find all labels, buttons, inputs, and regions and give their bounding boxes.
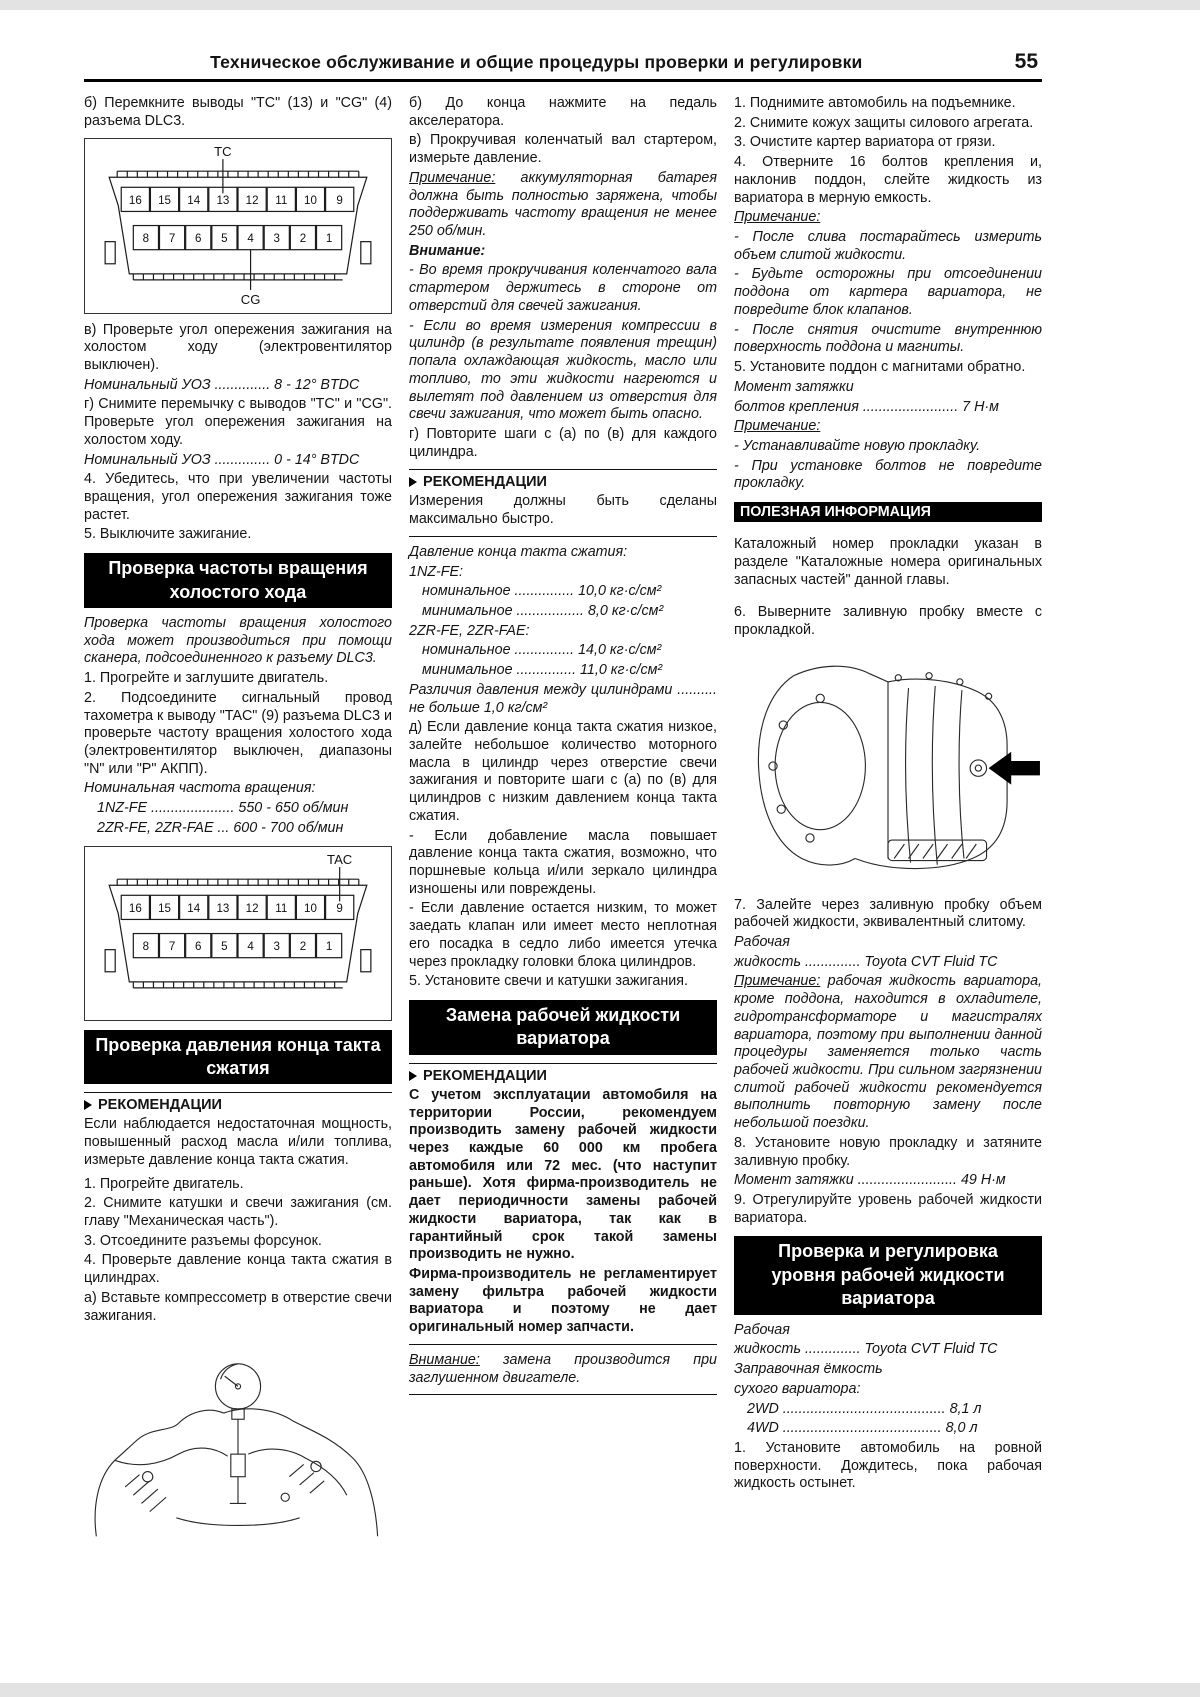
paragraph: 5. Выключите зажигание. bbox=[84, 526, 252, 543]
note-paragraph: Заправочная ёмкость bbox=[734, 1361, 883, 1378]
note-lead: Примечание: bbox=[734, 418, 821, 435]
connector-pin-number: 16 bbox=[128, 195, 142, 208]
connector-pin-label-top: TAC bbox=[327, 851, 353, 867]
connector-pin-number: 2 bbox=[299, 940, 307, 953]
paragraph: б) Перемкните выводы "TC" (13) и "CG" (4) разъема DLC3. bbox=[84, 95, 392, 129]
paragraph: 3. Отсоедините разъемы форсунок. bbox=[84, 1232, 322, 1249]
note-text: аккумуляторная батарея должна быть полностью заряжена, чтобы поддерживать частоту вращения не менее 250 об/мин. bbox=[409, 169, 717, 240]
connector-pin-number: 5 bbox=[221, 233, 228, 246]
note-paragraph: Рабочая bbox=[734, 1321, 790, 1338]
column-right bbox=[734, 95, 1042, 1552]
note-paragraph: сухого вариатора: bbox=[734, 1380, 861, 1397]
fill-plug-arrow-icon bbox=[989, 752, 1040, 785]
connector-pin-number: 4 bbox=[247, 233, 254, 246]
connector-pin-number: 16 bbox=[128, 902, 142, 915]
connector-pin-number: 15 bbox=[158, 195, 171, 208]
note-heading bbox=[734, 209, 1042, 227]
warning-label: Внимание: bbox=[409, 242, 486, 259]
recommendations-label: РЕКОМЕНДАЦИИ bbox=[423, 474, 547, 491]
recommendations-header bbox=[84, 1092, 392, 1113]
note-paragraph: - После снятия очистите внутреннюю поверхность поддона и магниты. bbox=[734, 321, 1042, 356]
note-paragraph: Рабочая bbox=[734, 933, 790, 950]
connector-pin-number: 11 bbox=[275, 902, 288, 915]
note-paragraph: - Если во время измерения компрессии в цилиндр (в результате появления трещин) попала охлаждающая жидкость, масло или топливо, то эти жидкости нагреются и вылетят под давлением из отверстия для свечи зажигания, что может быть опасно. bbox=[409, 317, 717, 423]
connector-pin-number: 13 bbox=[216, 902, 230, 915]
paragraph: 9. Отрегулируйте уровень рабочей жидкости вариатора. bbox=[734, 1192, 1042, 1226]
connector-pin-number: 9 bbox=[336, 902, 343, 915]
connector-pin-number: 10 bbox=[304, 195, 317, 208]
connector-pin-number: 13 bbox=[216, 195, 230, 208]
paragraph: 5. Установите поддон с магнитами обратно. bbox=[734, 359, 1026, 376]
paragraph-bold: С учетом эксплуатации автомобиля на территории России, рекомендуем производить замену рабочей жидкости через каждые 60 000 км пробега автомобиля или 72 мес. (что наступит раньше). Хотя фирма-производитель не дает периодичности замены рабочей жидкости вариатора, так как в гарантийный срок такой замены производить не нужно. bbox=[409, 1086, 717, 1263]
note bbox=[409, 1352, 717, 1387]
page-number: 55 bbox=[1014, 50, 1038, 73]
paragraph: 1. Прогрейте и заглушите двигатель. bbox=[84, 670, 329, 687]
recommendations-header bbox=[409, 1063, 717, 1084]
paragraph: 4. Отверните 16 болтов крепления и, наклонив поддон, слейте жидкость из вариатора в мерную емкость. bbox=[734, 154, 1042, 206]
connector-pin-number: 12 bbox=[245, 902, 259, 915]
note bbox=[409, 170, 717, 241]
connector-pin-number: 1 bbox=[325, 940, 333, 953]
spec-line: жидкость .............. Toyota CVT Fluid TC bbox=[734, 1341, 998, 1358]
recommendations-label: РЕКОМЕНДАЦИИ bbox=[98, 1097, 222, 1114]
useful-info-text: Каталожный номер прокладки указан в разделе "Каталожные номера оригинальных запасных частей" данной главы. bbox=[734, 536, 1042, 588]
note-paragraph: - Устанавливайте новую прокладку. bbox=[734, 437, 981, 454]
note-paragraph: - Во время прокручивания коленчатого вала стартером держитесь в стороне от отверстий для свечей зажигания. bbox=[409, 262, 717, 314]
recommendations-icon bbox=[84, 1100, 92, 1110]
connector-pin-label-top: TC bbox=[214, 144, 232, 160]
content-columns bbox=[84, 95, 1042, 1552]
section-heading: Проверка давления конца такта сжатия bbox=[84, 1030, 392, 1085]
paragraph: д) Если давление конца такта сжатия низкое, залейте небольшое количество моторного масла в цилиндр через отверстие свечи зажигания и повторите шаги с (а) по (в) для цилиндров с низким давлением конца такта сжатия. bbox=[409, 719, 717, 824]
recommendations-header bbox=[409, 469, 717, 490]
paragraph: 2. Снимите кожух защиты силового агрегата. bbox=[734, 114, 1034, 131]
recommendations-icon bbox=[409, 477, 417, 487]
paragraph: а) Вставьте компрессометр в отверстие свечи зажигания. bbox=[84, 1289, 392, 1324]
note-lead: Примечание: bbox=[409, 169, 496, 186]
connector-pin-number: 8 bbox=[142, 233, 150, 246]
paragraph: 1. Поднимите автомобиль на подъемнике. bbox=[734, 95, 1016, 111]
note-paragraph: Момент затяжки bbox=[734, 378, 854, 395]
paragraph: 1. Установите автомобиль на ровной поверхности. Дождитесь, пока рабочая жидкость остынет. bbox=[734, 1439, 1042, 1492]
paragraph: 6. Выверните заливную пробку вместе с прокладкой. bbox=[734, 603, 1042, 638]
spec-line: минимальное ................. 8,0 кг·с/см² bbox=[422, 602, 664, 619]
page-header-title: Техническое обслуживание и общие процедуры проверки и регулировки bbox=[210, 52, 863, 72]
spec-line: болтов крепления ........................ 7 Н·м bbox=[734, 398, 999, 415]
note-paragraph: Проверка частоты вращения холостого хода может производиться при помощи сканера, подсоединенного к разъему DLC3. bbox=[84, 614, 392, 667]
connector-pin-number: 2 bbox=[299, 233, 307, 246]
paragraph: 5. Установите свечи и катушки зажигания. bbox=[409, 973, 688, 990]
dlc3-connector-diagram bbox=[84, 138, 392, 313]
connector-pin-number: 7 bbox=[168, 940, 176, 953]
note-paragraph: - Будьте осторожны при отсоединении поддона от картера вариатора, не повредите блок клапанов. bbox=[734, 266, 1042, 318]
connector-pin-number: 3 bbox=[273, 940, 280, 953]
variator-fill-plug-diagram bbox=[734, 647, 1042, 888]
note-lead: Примечание: bbox=[734, 973, 821, 990]
spec-line: номинальное ............... 14,0 кг·с/см² bbox=[422, 642, 662, 659]
paragraph: в) Проверьте угол опережения зажигания на холостом ходу (электровентилятор выключен). bbox=[84, 321, 392, 373]
connector-pin-number: 6 bbox=[195, 940, 202, 953]
paragraph: 2. Подсоедините сигнальный провод тахометра к выводу "TAC" (9) разъема DLC3 и проверьте частоту вращения холостого хода (электровентилятор выключен, диапазоны "N" или "P" АКПП). bbox=[84, 689, 392, 777]
paragraph: - Если давление остается низким, то может заедать клапан или имеет место неплотная его посадка в седло либо имеется утечка через прокладку головки блока цилиндров. bbox=[409, 900, 717, 970]
column-left bbox=[84, 95, 392, 1552]
connector-pin-number: 11 bbox=[275, 195, 288, 208]
paragraph: г) Повторите шаги с (а) по (в) для каждого цилиндра. bbox=[409, 425, 717, 460]
divider bbox=[409, 1344, 717, 1345]
spec-line: Номинальный УОЗ .............. 8 - 12° BTDC bbox=[84, 376, 360, 393]
section-heading: Проверка частоты вращения холостого хода bbox=[84, 553, 392, 608]
paragraph: - Если добавление масла повышает давление конца такта сжатия, возможно, что поршневые кольца и/или зеркало цилиндра изношены или повреждены. bbox=[409, 827, 717, 897]
spec-line: жидкость .............. Toyota CVT Fluid TC bbox=[734, 953, 998, 970]
paragraph: в) Прокручивая коленчатый вал стартером, измерьте давление. bbox=[409, 132, 717, 167]
note-text: рабочая жидкость вариатора, кроме поддона, находится в охладителе, гидротрансформаторе и магистралях вариатора, поэтому при выполнении данной процедуры заменяется только часть рабочей жидкости. При сильном загрязнении слитой рабочей жидкости рекомендуется выполнить повторную замену после небольшой поездки. bbox=[734, 973, 1042, 1132]
paragraph: Измерения должны быть сделаны максимально быстро. bbox=[409, 493, 717, 528]
spec-line: 1NZ-FE ..................... 550 - 650 об/мин bbox=[97, 800, 349, 817]
paragraph: 1. Прогрейте двигатель. bbox=[84, 1175, 244, 1192]
recommendations-label: РЕКОМЕНДАЦИИ bbox=[423, 1067, 547, 1084]
paragraph: 4. Убедитесь, что при увеличении частоты вращения, угол опережения зажигания тоже растет. bbox=[84, 471, 392, 523]
paragraph: 3. Очистите картер вариатора от грязи. bbox=[734, 134, 996, 151]
connector-pin-label-bottom: CG bbox=[240, 292, 261, 308]
paragraph: 2. Снимите катушки и свечи зажигания (см. главу "Механическая часть"). bbox=[84, 1195, 392, 1229]
connector-pin-number: 1 bbox=[325, 233, 333, 246]
connector-pin-number: 15 bbox=[158, 902, 171, 915]
paragraph-bold: Фирма-производитель не регламентирует замену фильтра рабочей жидкости вариатора и поэтому не дает оригинальный номер запчасти. bbox=[409, 1266, 717, 1336]
recommendations-icon bbox=[409, 1071, 417, 1081]
divider bbox=[409, 536, 717, 537]
paragraph: 4. Проверьте давление конца такта сжатия в цилиндрах. bbox=[84, 1252, 392, 1287]
engine-compression-test-diagram bbox=[84, 1333, 392, 1543]
note-lead: Примечание: bbox=[734, 209, 821, 226]
paragraph: Если наблюдается недостаточная мощность, повышенный расход масла и/или топлива, измерьте давление конца такта сжатия. bbox=[84, 1116, 392, 1168]
useful-info-box bbox=[734, 502, 1042, 589]
note-heading bbox=[734, 418, 1042, 436]
dlc3-tac-connector-diagram bbox=[84, 846, 392, 1021]
section-heading: Замена рабочей жидкости вариатора bbox=[409, 1000, 717, 1055]
spec-line: Момент затяжки ......................... 49 Н·м bbox=[734, 1172, 1006, 1189]
connector-pin-number: 8 bbox=[142, 940, 150, 953]
page-content bbox=[84, 50, 1042, 1552]
spec-line: 2ZR-FE, 2ZR-FAE: bbox=[409, 622, 530, 639]
connector-pin-number: 6 bbox=[195, 233, 202, 246]
note-lead: Внимание: bbox=[409, 1351, 480, 1368]
spec-line: Номинальный УОЗ .............. 0 - 14° BTDC bbox=[84, 451, 360, 468]
scan-artifact-bottom bbox=[0, 1683, 1200, 1697]
spec-line: 2WD ......................................... 8,1 л bbox=[747, 1400, 982, 1417]
spec-line: номинальное ............... 10,0 кг·с/см² bbox=[422, 583, 662, 600]
spec-line: 1NZ-FE: bbox=[409, 563, 464, 580]
note-paragraph: Номинальная частота вращения: bbox=[84, 780, 316, 797]
useful-info-heading: ПОЛЕЗНАЯ ИНФОРМАЦИЯ bbox=[734, 502, 1042, 522]
connector-pin-number: 3 bbox=[273, 233, 280, 246]
scan-artifact-top bbox=[0, 0, 1200, 10]
connector-pin-number: 10 bbox=[304, 902, 317, 915]
spec-line: минимальное ............... 11,0 кг·с/см² bbox=[422, 662, 663, 679]
paragraph: г) Снимите перемычку с выводов "TC" и "CG". Проверьте угол опережения зажигания на холостом ходу. bbox=[84, 396, 392, 448]
paragraph: 8. Установите новую прокладку и затяните заливную пробку. bbox=[734, 1134, 1042, 1169]
note bbox=[734, 973, 1042, 1132]
paragraph: 7. Залейте через заливную пробку объем рабочей жидкости, эквивалентный слитому. bbox=[734, 896, 1042, 931]
spec-line: 4WD ........................................ 8,0 л bbox=[747, 1420, 978, 1437]
note-paragraph: Различия давления между цилиндрами .......... не больше 1,0 кг/см² bbox=[409, 681, 717, 716]
section-heading: Проверка и регулировка уровня рабочей жидкости вариатора bbox=[734, 1236, 1042, 1314]
paragraph: б) До конца нажмите на педаль акселератора. bbox=[409, 95, 717, 129]
connector-pin-number: 9 bbox=[336, 195, 343, 208]
connector-pin-number: 7 bbox=[168, 233, 176, 246]
note-paragraph: - При установке болтов не повредите прокладку. bbox=[734, 457, 1042, 492]
connector-pin-number: 14 bbox=[187, 195, 201, 208]
note-paragraph: - После слива постарайтесь измерить объем слитой жидкости. bbox=[734, 229, 1042, 263]
connector-pin-number: 4 bbox=[247, 940, 254, 953]
connector-pin-number: 5 bbox=[221, 940, 228, 953]
spec-line: 2ZR-FE, 2ZR-FAE ... 600 - 700 об/мин bbox=[97, 819, 344, 836]
page-header bbox=[84, 50, 1042, 82]
connector-pin-number: 12 bbox=[245, 195, 259, 208]
divider bbox=[409, 1394, 717, 1395]
connector-pin-number: 14 bbox=[187, 902, 201, 915]
column-middle bbox=[409, 95, 717, 1552]
note-text: замена производится при заглушенном двигателе. bbox=[409, 1351, 717, 1386]
note-paragraph: Давление конца такта сжатия: bbox=[409, 543, 628, 560]
